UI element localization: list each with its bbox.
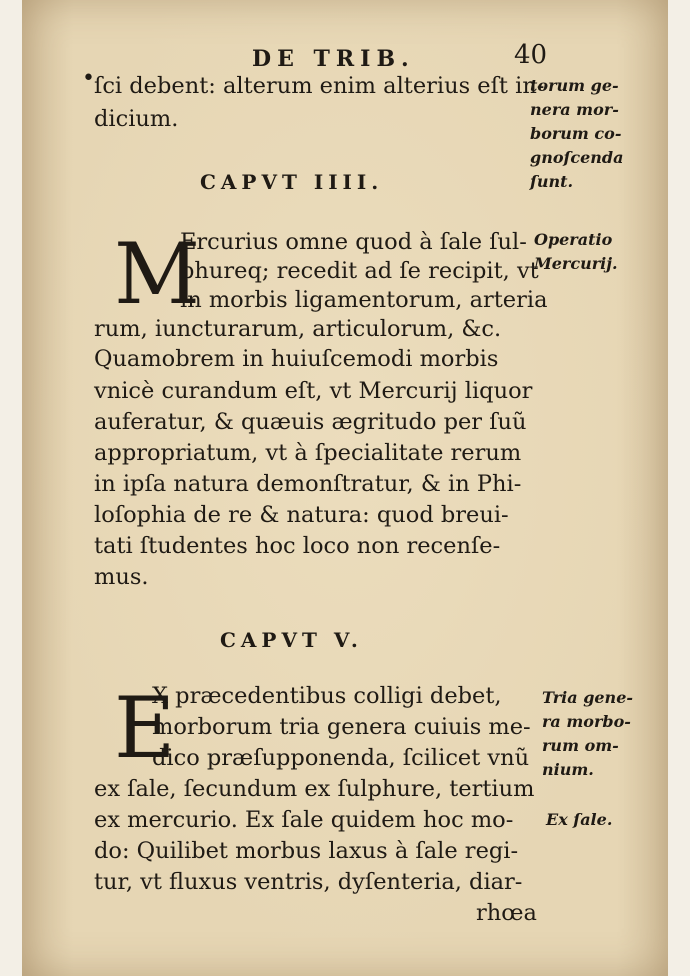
margin-note-line: ſunt. — [530, 172, 574, 191]
body-line: in ipſa natura demonſtratur, & in Phi- — [94, 471, 522, 497]
body-line: auferatur, & quæuis ægritudo per ſuũ — [94, 409, 527, 435]
body-line: appropriatum, vt à ſpecialitate rerum — [94, 440, 522, 466]
margin-note-line: gnoſcenda — [530, 148, 624, 167]
drop-cap-letter: E — [114, 679, 176, 777]
body-line: mus. — [94, 564, 149, 590]
body-line: tati ſtudentes hoc loco non recenſe- — [94, 533, 501, 559]
body-line: rum, iuncturarum, articulorum, &c. — [94, 316, 502, 342]
margin-note-line: torum ge- — [530, 76, 619, 95]
body-line: dicium. — [94, 106, 179, 132]
chapter-heading: CAPVT V. — [220, 628, 363, 652]
margin-note-line: Ex ſale. — [546, 810, 613, 829]
body-line: vnicè curandum eſt, vt Mercurij liquor — [94, 378, 533, 404]
body-line: ſci debent: alterum enim alterius eſt in- — [94, 73, 545, 99]
body-line: in morbis ligamentorum, arteria — [180, 287, 548, 313]
margin-note-line: Mercurij. — [534, 254, 618, 273]
margin-note-line: borum co- — [530, 124, 622, 143]
margin-note-line: Operatio — [534, 230, 613, 249]
page-number: 40 — [514, 40, 548, 70]
margin-note — [542, 686, 633, 782]
bullet-mark: • — [82, 66, 95, 91]
margin-note — [530, 74, 623, 194]
margin-note — [534, 228, 618, 276]
margin-note-line: rum om- — [542, 736, 619, 755]
body-line: morborum tria genera cuiuis me- — [152, 714, 531, 740]
chapter-heading: CAPVT IIII. — [200, 170, 384, 194]
body-line: phureq; recedit ad ſe recipit, vt — [180, 258, 539, 284]
margin-note — [546, 808, 612, 832]
margin-note-line: nium. — [542, 760, 594, 779]
body-line: rhœa — [476, 900, 537, 926]
body-line: ex mercurio. Ex ſale quidem hoc mo- — [94, 807, 514, 833]
running-title: DE TRIB. — [252, 46, 415, 72]
body-line: X præcedentibus colligi debet, — [152, 683, 502, 709]
body-line: Quamobrem in huiuſcemodi morbis — [94, 346, 499, 372]
body-line: loſophia de re & natura: quod breui- — [94, 502, 509, 528]
body-line: Ercurius omne quod à ſale ſul- — [180, 229, 527, 255]
margin-note-line: Tria gene- — [542, 688, 634, 707]
drop-cap-letter: M — [114, 225, 201, 323]
body-line: do: Quilibet morbus laxus à ſale regi- — [94, 838, 519, 864]
margin-note-line: ra morbo- — [542, 712, 631, 731]
body-line: ex ſale, ſecundum ex ſulphure, tertium — [94, 776, 535, 802]
body-line: dico præſupponenda, ſcilicet vnũ — [152, 745, 530, 771]
margin-note-line: nera mor- — [530, 100, 619, 119]
book-page — [22, 0, 668, 976]
body-line: tur, vt fluxus ventris, dyſenteria, diar- — [94, 869, 523, 895]
